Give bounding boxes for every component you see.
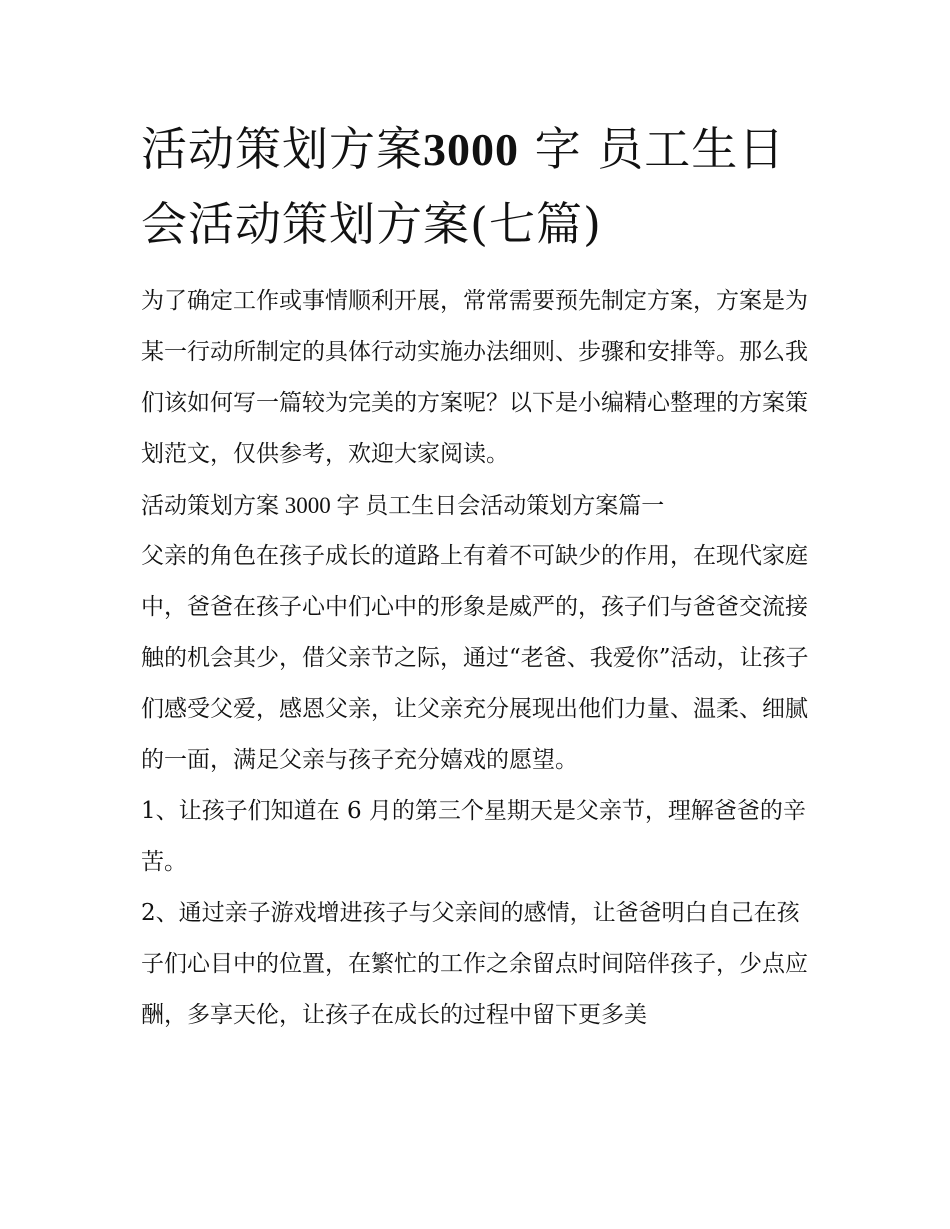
- title-text-start: 活动策划方案: [141, 122, 423, 176]
- title-text-end: 字 员工生日会活动策划方案(七篇): [141, 122, 786, 251]
- title-number: 3000: [423, 124, 519, 175]
- document-title: [141, 112, 821, 262]
- list-item-1: 1、让孩子们知道在 6 月的第三个星期天是父亲节，理解爸爸的辛苦。: [141, 798, 806, 875]
- section-heading: 活动策划方案 3000 字 员工生日会活动策划方案篇一: [141, 493, 665, 518]
- document-body: [141, 276, 813, 1041]
- intro-paragraph: 为了确定工作或事情顺利开展，常常需要预先制定方案，方案是为某一行动所制定的具体行动实施办法细则、步骤和安排等。那么我们该如何写一篇较为完美的方案呢？以下是小编精心整理的方案策划范文，仅供参考，欢迎大家阅读。: [141, 288, 808, 467]
- body-paragraph: 父亲的角色在孩子成长的道路上有着不可缺少的作用，在现代家庭中，爸爸在孩子心中们心中的形象是威严的，孩子们与爸爸交流接触的机会其少，借父亲节之际，通过“老爸、我爱你”活动，让孩子们感受父爱，感恩父亲，让父亲充分展现出他们力量、温柔、细腻的一面，满足父亲与孩子充分嬉戏的愿望。: [141, 543, 809, 773]
- list-item-2: 2、通过亲子游戏增进孩子与父亲间的感情，让爸爸明白自己在孩子们心目中的位置，在繁忙的工作之余留点时间陪伴孩子，少点应酬，多享天伦，让孩子在成长的过程中留下更多美: [141, 900, 808, 1028]
